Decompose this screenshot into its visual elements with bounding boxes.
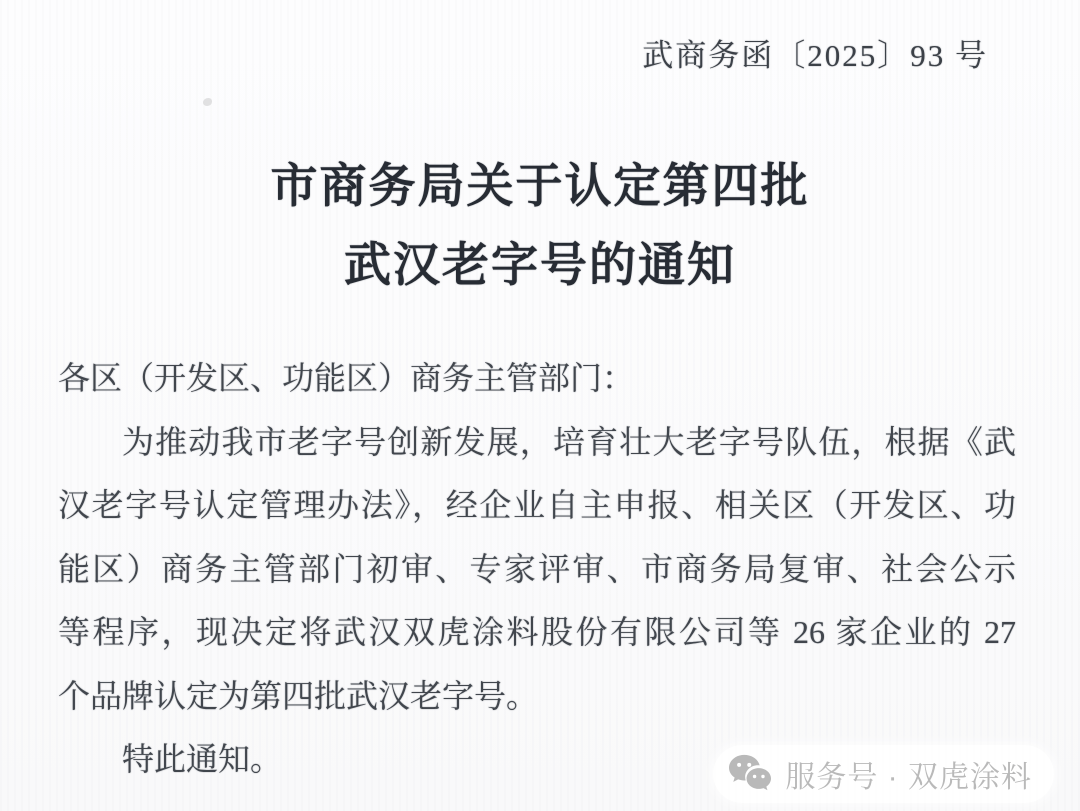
wechat-watermark-badge <box>713 745 1054 803</box>
paragraph-line: 能区）商务主管部门初审、专家评审、市商务局复审、社会公示 <box>58 550 1016 587</box>
salutation-line: 各区（开发区、功能区）商务主管部门： <box>58 360 635 396</box>
title-line-1: 市商务局关于认定第四批 <box>270 161 810 213</box>
closing-line: 特此通知。 <box>122 741 283 777</box>
title-line-2: 武汉老字号的通知 <box>344 240 736 292</box>
paragraph-line: 等程序，现决定将武汉双虎涂料股份有限公司等 26 家企业的 27 <box>58 614 1016 650</box>
paragraph-line: 汉老字号认定管理办法》，经企业自主申报、相关区（开发区、功 <box>58 487 1016 523</box>
paragraph-line: 为推动我市老字号创新发展，培育壮大老字号队伍，根据《武 <box>122 423 1016 460</box>
paragraph-line: 个品牌认定为第四批武汉老字号。 <box>58 677 539 714</box>
page-title <box>0 148 1080 306</box>
document-body <box>58 347 1016 792</box>
document-ref-number: 武商务函〔2025〕93 号 <box>642 38 988 73</box>
scan-speck <box>203 98 212 106</box>
wechat-icon <box>727 753 773 795</box>
watermark-label: 服务号 · 双虎涂料 <box>785 761 1032 794</box>
